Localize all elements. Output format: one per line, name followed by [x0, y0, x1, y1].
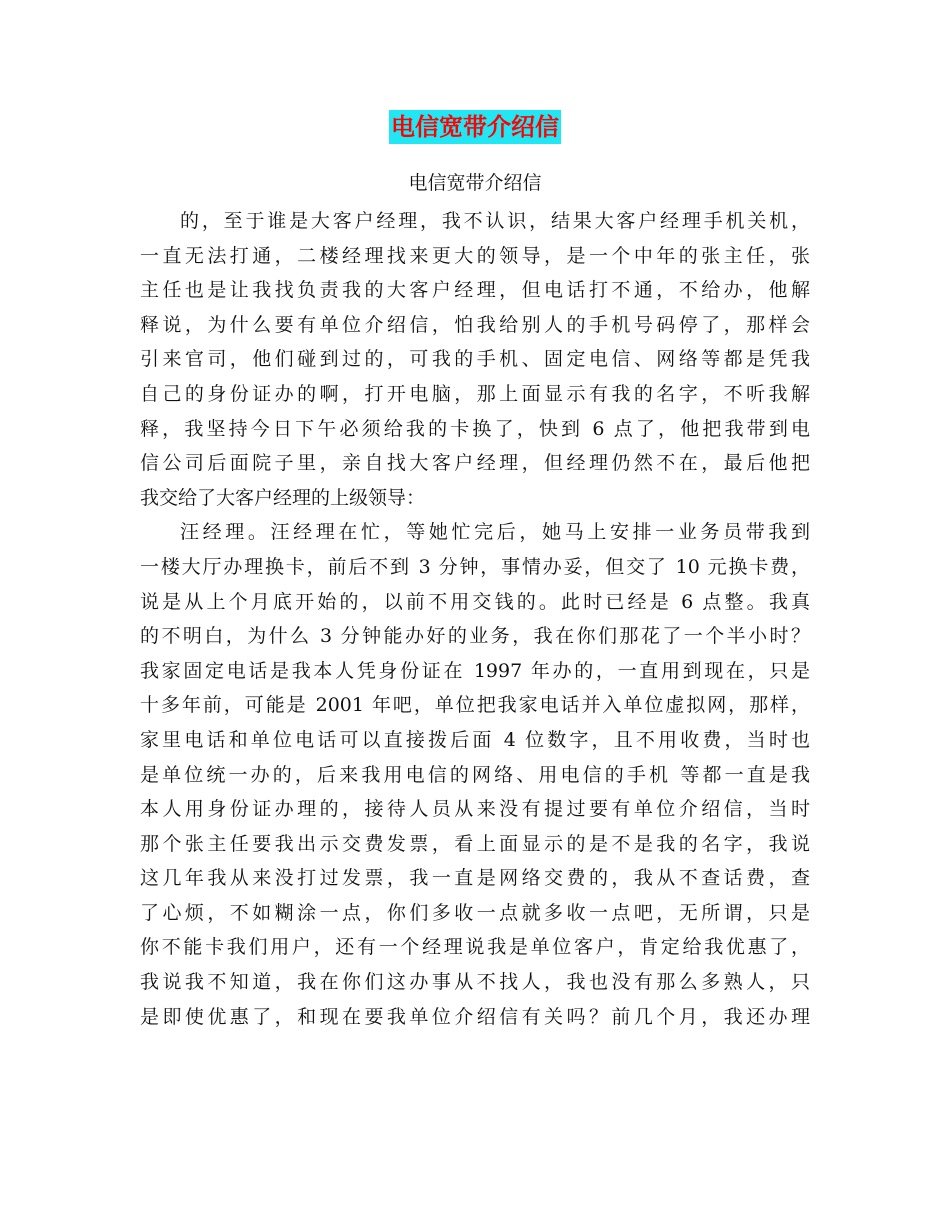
- document-subtitle: 电信宽带介绍信: [408, 172, 542, 194]
- text-line: 释，我坚持今日下午必须给我的卡换了，快到 6 点了，他把我带到电: [140, 417, 810, 440]
- text-line: 我说我不知道，我在你们这办事从不找人，我也没有那么多熟人，只: [140, 971, 810, 994]
- text-line: 了心烦，不如糊涂一点，你们多收一点就多收一点吧，无所谓，只是: [140, 901, 810, 924]
- text-line: 一直无法打通，二楼经理找来更大的领导，是一个中年的张主任，张: [140, 244, 810, 267]
- text-line: 的，至于谁是大客户经理，我不认识，结果大客户经理手机关机，: [180, 210, 810, 232]
- text-line: 自己的身份证办的啊，打开电脑，那上面显示有我的名字，不听我解: [140, 382, 810, 405]
- text-line: 这几年我从来没打过发票，我一直是网络交费的，我从不查话费，查: [140, 867, 810, 890]
- text-line: 十多年前，可能是 2001 年吧，单位把我家电话并入单位虚拟网，那样，: [140, 694, 810, 717]
- text-line: 是即使优惠了，和现在要我单位介绍信有关吗？前几个月，我还办理: [140, 1005, 810, 1028]
- text-line: 家里电话和单位电话可以直接拨后面 4 位数字，且不用收费，当时也: [140, 728, 810, 751]
- text-line: 本人用身份证办理的，接待人员从来没有提过要有单位介绍信，当时: [140, 798, 810, 821]
- text-line: 信公司后面院子里，亲自找大客户经理，但经理仍然不在，最后他把: [140, 452, 810, 475]
- text-line: 主任也是让我找负责我的大客户经理，但电话打不通，不给办，他解: [140, 279, 810, 302]
- text-line: 你不能卡我们用户，还有一个经理说我是单位客户，肯定给我优惠了，: [140, 936, 810, 959]
- title-container: [0, 110, 950, 144]
- text-line: 一楼大厅办理换卡，前后不到 3 分钟，事情办妥，但交了 10 元换卡费，: [140, 555, 810, 578]
- text-line: 释说，为什么要有单位介绍信，怕我给别人的手机号码停了，那样会: [140, 313, 810, 336]
- text-line: 我家固定电话是我本人凭身份证在 1997 年办的，一直用到现在，只是: [140, 659, 810, 682]
- paragraph: [140, 204, 810, 515]
- document-title: 电信宽带介绍信: [389, 110, 561, 144]
- text-line: 汪经理。汪经理在忙，等她忙完后，她马上安排一业务员带我到: [180, 521, 810, 544]
- text-line: 是单位统一办的，后来我用电信的网络、用电信的手机 等都一直是我: [140, 763, 810, 786]
- body-text: [140, 204, 810, 1034]
- text-line: 说是从上个月底开始的，以前不用交钱的。此时已经是 6 点整。我真: [140, 590, 810, 613]
- paragraph: [140, 515, 810, 1034]
- text-line: 我交给了大客户经理的上级领导：: [140, 486, 426, 509]
- text-line: 引来官司，他们碰到过的，可我的手机、固定电信、网络等都是凭我: [140, 348, 810, 371]
- text-line: 那个张主任要我出示交费发票，看上面显示的是不是我的名字，我说: [140, 832, 810, 855]
- text-line: 的不明白，为什么 3 分钟能办好的业务，我在你们那花了一个半小时？: [140, 625, 810, 648]
